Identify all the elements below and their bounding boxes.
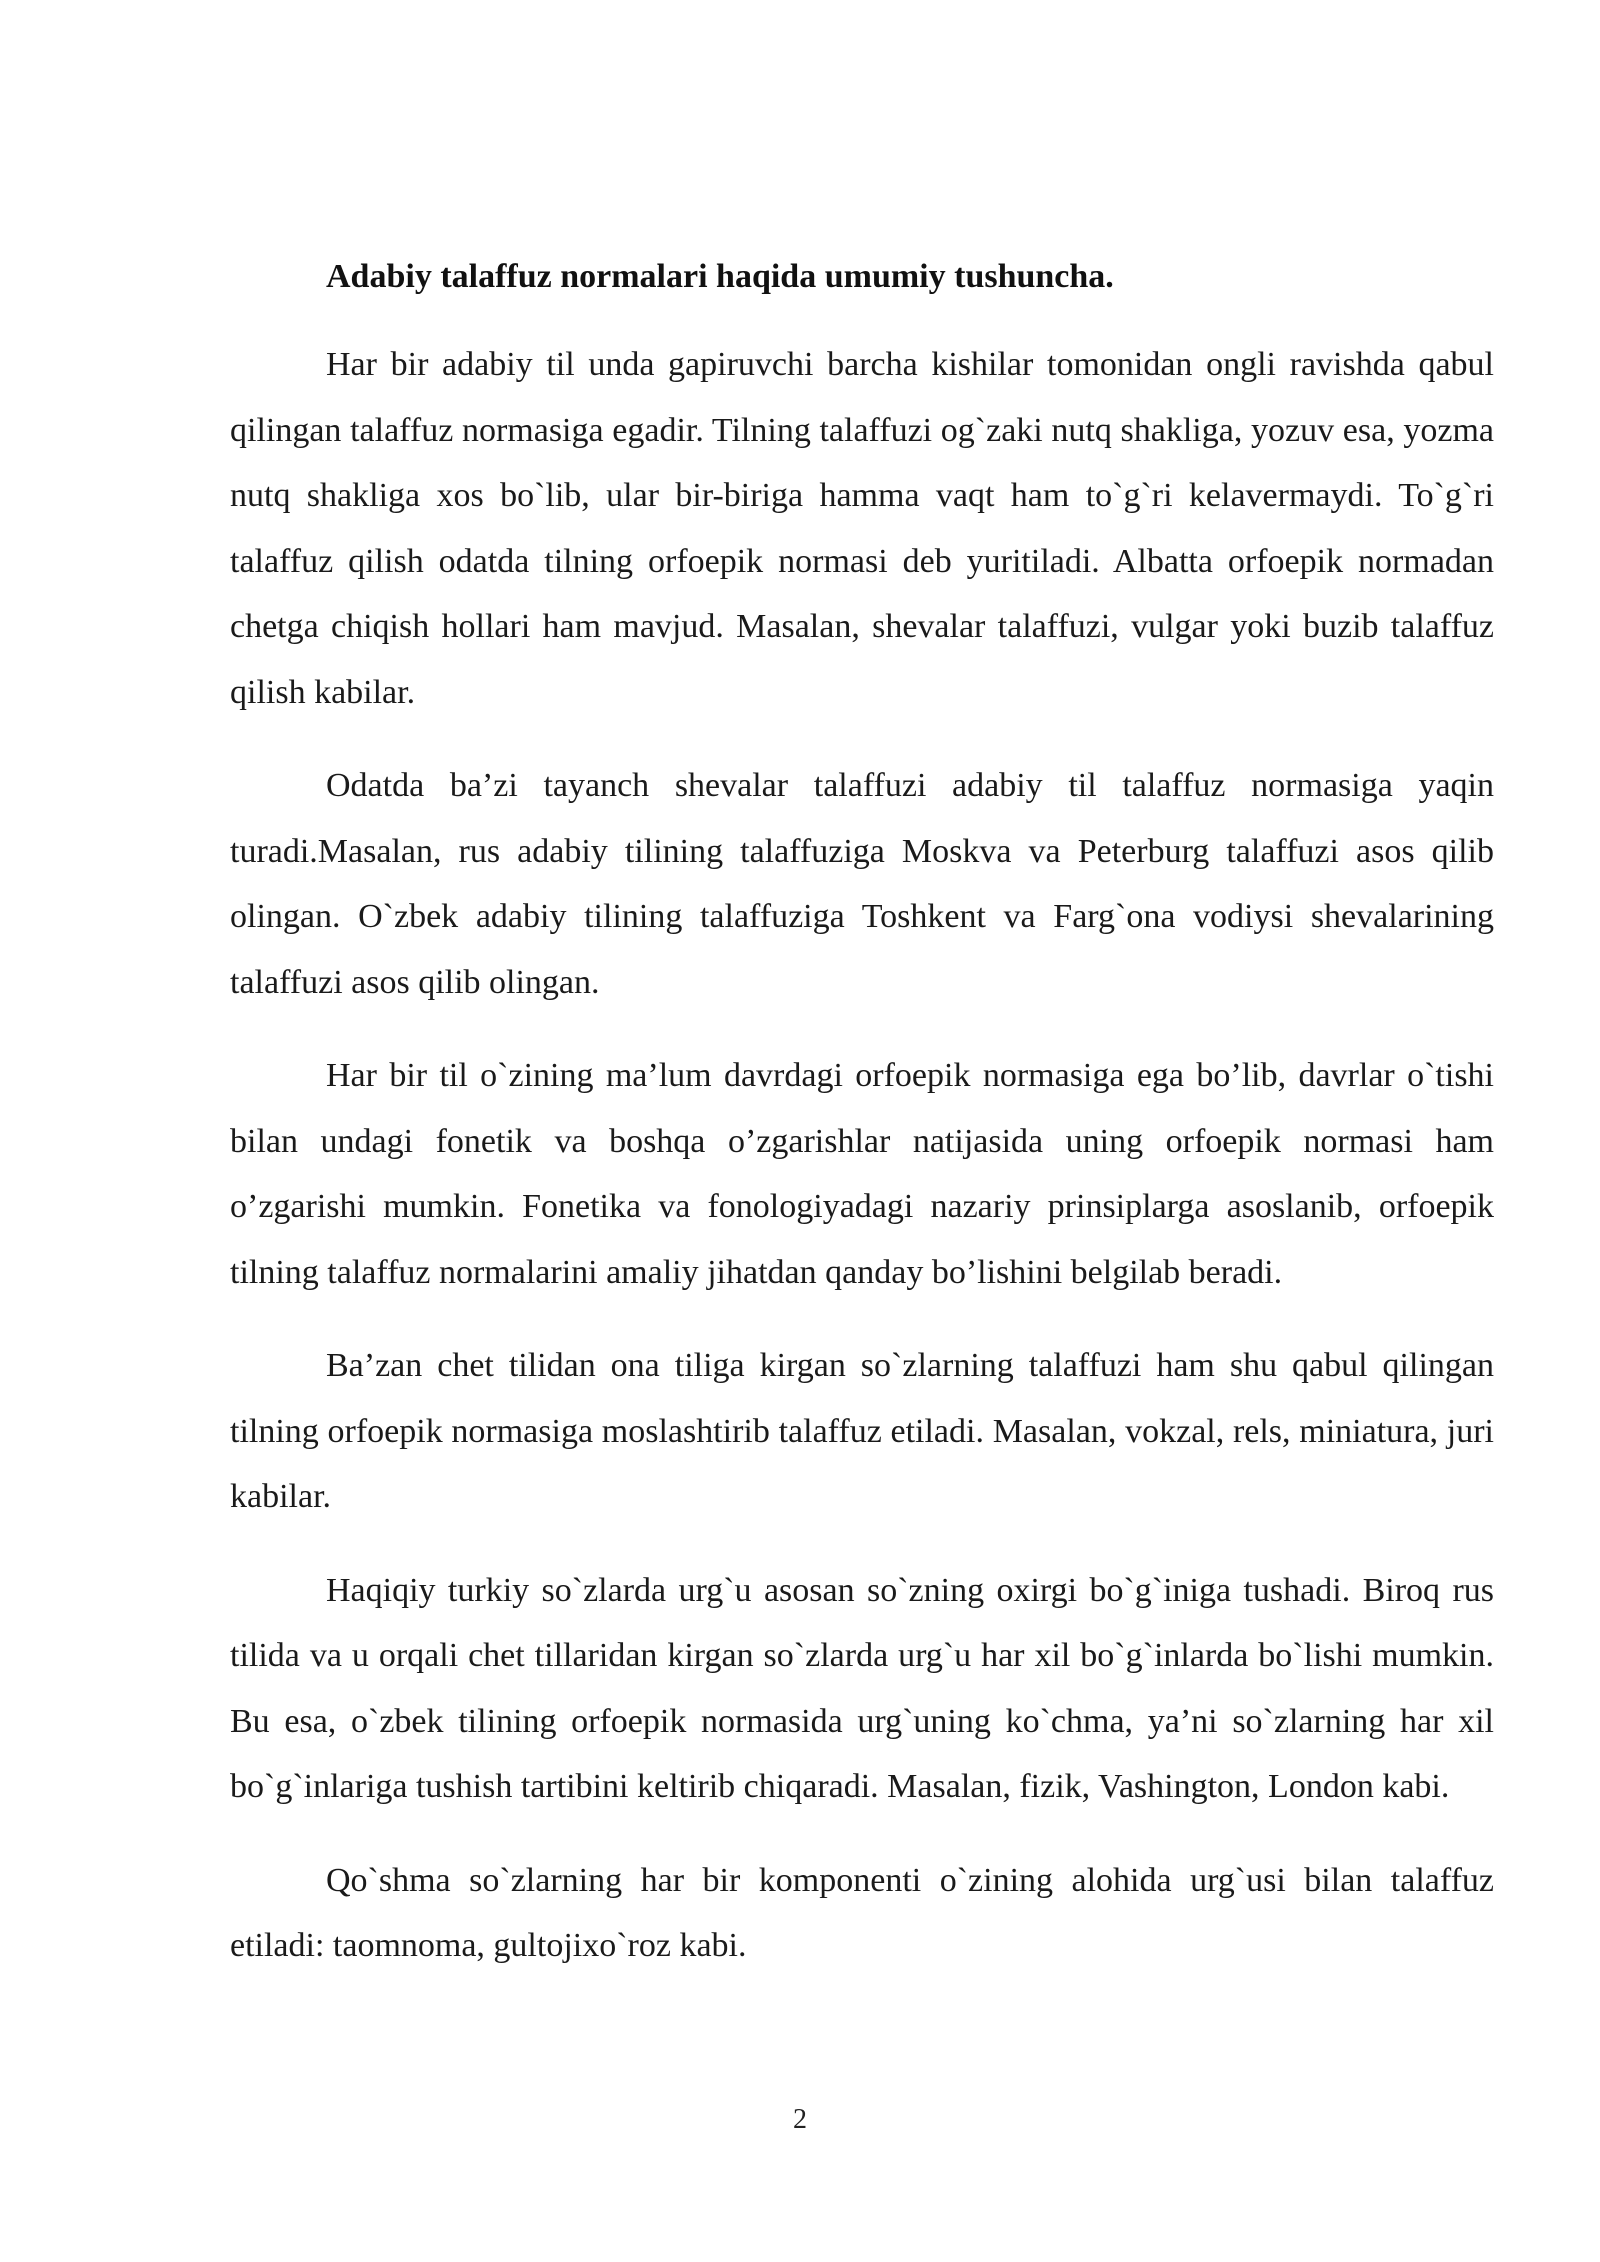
paragraph-4: Ba’zan chet tilidan ona tiliga kirgan so`zlarning talaffuzi ham shu qabul qilingan tilning orfoepik normasiga moslashtirib talaffuz etiladi. Masalan, vokzal, rels, miniatura, juri kabilar.: [230, 1347, 1494, 1515]
document-body: [230, 240, 1494, 2007]
paragraph-1: Har bir adabiy til unda gapiruvchi barcha kishilar tomonidan ongli ravishda qabul qilingan talaffuz normasiga egadir. Tilning talaffuzi og`zaki nutq shakliga, yozuv esa, yozma nutq shakliga xos bo`lib, ular bir-biriga hamma vaqt ham to`g`ri kelavermaydi. To`g`ri talaffuz qilish odatda tilning orfoepik normasi deb yuritiladi. Albatta orfoepik normadan chetga chiqish hollari ham mavjud. Masalan, shevalar talaffuzi, vulgar yoki buzib talaffuz qilish kabilar.: [230, 346, 1494, 711]
page-number: 2: [793, 2104, 807, 2135]
paragraph-2: Odatda ba’zi tayanch shevalar talaffuzi adabiy til talaffuz normasiga yaqin turadi.Masalan, rus adabiy tilining talaffuziga Moskva va Peterburg talaffuzi asos qilib olingan. O`zbek adabiy tilining talaffuziga Toshkent va Farg`ona vodiysi shevalarining talaffuzi asos qilib olingan.: [230, 767, 1494, 1001]
section-heading: Adabiy talaffuz normalari haqida umumiy tushuncha.: [326, 258, 1114, 295]
paragraph-3: Har bir til o`zining ma’lum davrdagi orfoepik normasiga ega bo’lib, davrlar o`tishi bilan undagi fonetik va boshqa o’zgarishlar natijasida uning orfoepik normasi ham o’zgarishi mumkin. Fonetika va fonologiyadagi nazariy prinsiplarga asoslanib, orfoepik tilning talaffuz normalarini amaliy jihatdan qanday bo’lishini belgilab beradi.: [230, 1057, 1494, 1291]
paragraph-5: Haqiqiy turkiy so`zlarda urg`u asosan so`zning oxirgi bo`g`iniga tushadi. Biroq rus tilida va u orqali chet tillaridan kirgan so`zlarda urg`u har xil bo`g`inlarda bo`lishi mumkin. Bu esa, o`zbek tilining orfoepik normasida urg`uning ko`chma, ya’ni so`zlarning har xil bo`g`inlariga tushish tartibini keltirib chiqaradi. Masalan, fizik, Vashington, London kabi.: [230, 1571, 1494, 1805]
paragraph-6: Qo`shma so`zlarning har bir komponenti o`zining alohida urg`usi bilan talaffuz etiladi: taomnoma, gultojixo`roz kabi.: [230, 1861, 1494, 1964]
